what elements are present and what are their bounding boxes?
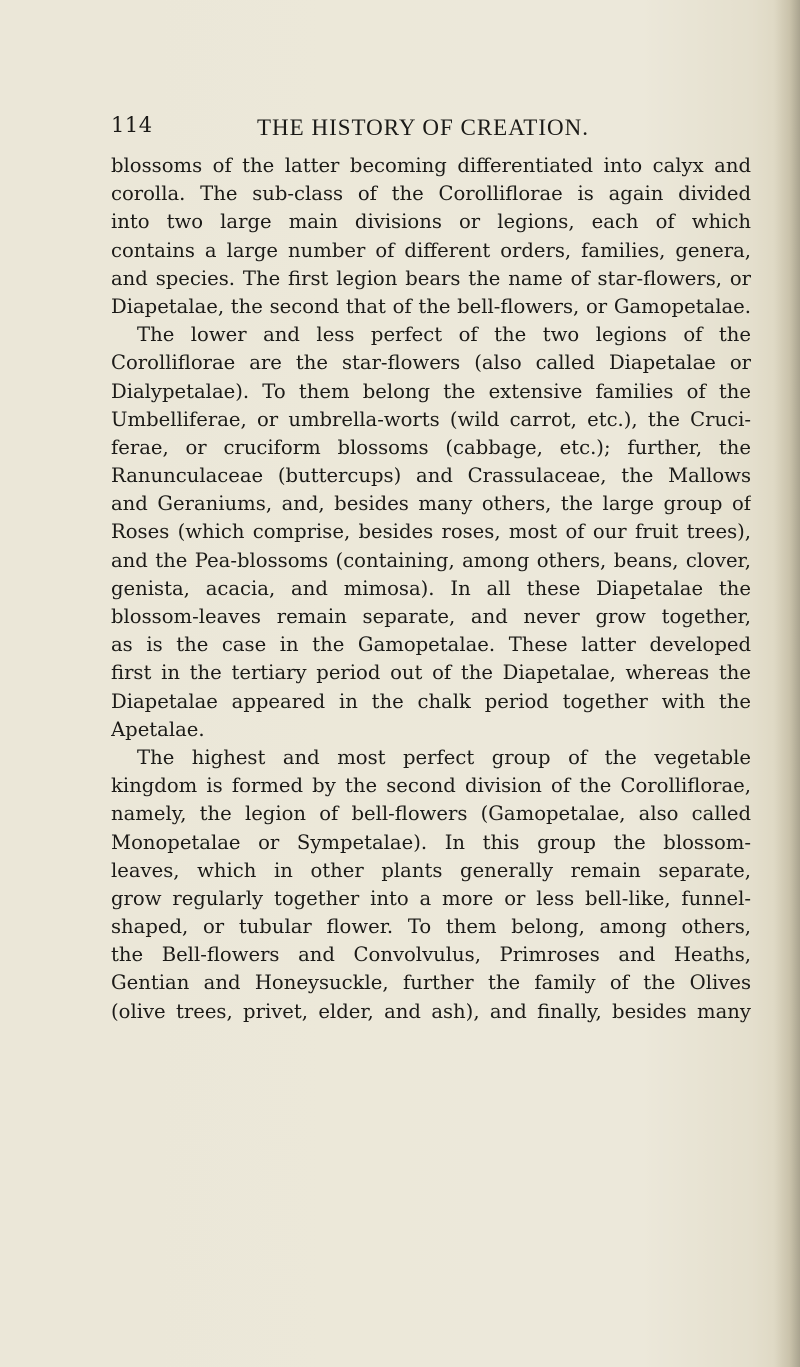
- page-number: 114: [111, 113, 153, 137]
- text-line: Roses (which comprise, besides roses, most of our fruit trees),: [111, 520, 751, 544]
- text-line: Umbelliferae, or umbrella-worts (wild carrot, etc.), the Cruci-: [111, 407, 751, 431]
- text-line: shaped, or tubular flower. To them belong, among others,: [111, 915, 751, 939]
- text-line: contains a large number of different orders, families, genera,: [111, 238, 751, 262]
- text-line: kingdom is formed by the second division of the Corolliflorae,: [111, 774, 751, 798]
- text-line: blossom-leaves remain separate, and never grow together,: [111, 605, 751, 628]
- text-line: genista, acacia, and mimosa). In all these Diapetalae the: [111, 576, 751, 600]
- text-line: The lower and less perfect of the two legions of the: [137, 323, 751, 347]
- text-line: as is the case in the Gamopetalae. These latter developed: [111, 633, 751, 657]
- text-line: (olive trees, privet, elder, and ash), and finally, besides many: [111, 999, 751, 1023]
- text-line: first in the tertiary period out of the Diapetalae, whereas the: [111, 661, 751, 685]
- text-line: and Geraniums, and, besides many others, the large group of: [111, 492, 751, 516]
- text-line: Dialypetalae). To them belong the extensive families of the: [111, 379, 751, 403]
- text-line: grow regularly together into a more or less bell-like, funnel-: [111, 886, 751, 910]
- page-edge-shadow: [774, 0, 800, 1367]
- text-line: ferae, or cruciform blossoms (cabbage, etc.); further, the: [111, 435, 751, 459]
- text-line: the Bell-flowers and Convolvulus, Primroses and Heaths,: [111, 943, 751, 967]
- body-text: [111, 152, 751, 1026]
- text-line: Diapetalae appeared in the chalk period together with the: [111, 689, 751, 713]
- text-line: corolla. The sub-class of the Corolliflorae is again divided: [111, 182, 751, 206]
- text-line: Corolliflorae are the star-flowers (also called Diapetalae or: [111, 351, 751, 375]
- text-line: and the Pea-blossoms (containing, among others, beans, clover,: [111, 548, 751, 572]
- text-line: Monopetalae or Sympetalae). In this group the blossom-: [111, 830, 751, 854]
- text-line: Gentian and Honeysuckle, further the family of the Olives: [111, 971, 751, 995]
- text-line: leaves, which in other plants generally remain separate,: [111, 858, 751, 882]
- text-line: Apetalae.: [111, 717, 205, 741]
- text-line: blossoms of the latter becoming differentiated into calyx and: [111, 154, 751, 177]
- text-line: Diapetalae, the second that of the bell-flowers, or Gamopetalae.: [111, 294, 751, 318]
- running-title: THE HISTORY OF CREATION.: [257, 115, 589, 140]
- text-line: The highest and most perfect group of the vegetable: [137, 745, 751, 769]
- running-head: [111, 113, 751, 147]
- text-line: into two large main divisions or legions, each of which: [111, 210, 751, 234]
- text-line: and species. The first legion bears the name of star-flowers, or: [111, 266, 751, 290]
- text-line: Ranunculaceae (buttercups) and Crassulaceae, the Mallows: [111, 464, 751, 488]
- text-line: namely, the legion of bell-flowers (Gamopetalae, also called: [111, 802, 751, 826]
